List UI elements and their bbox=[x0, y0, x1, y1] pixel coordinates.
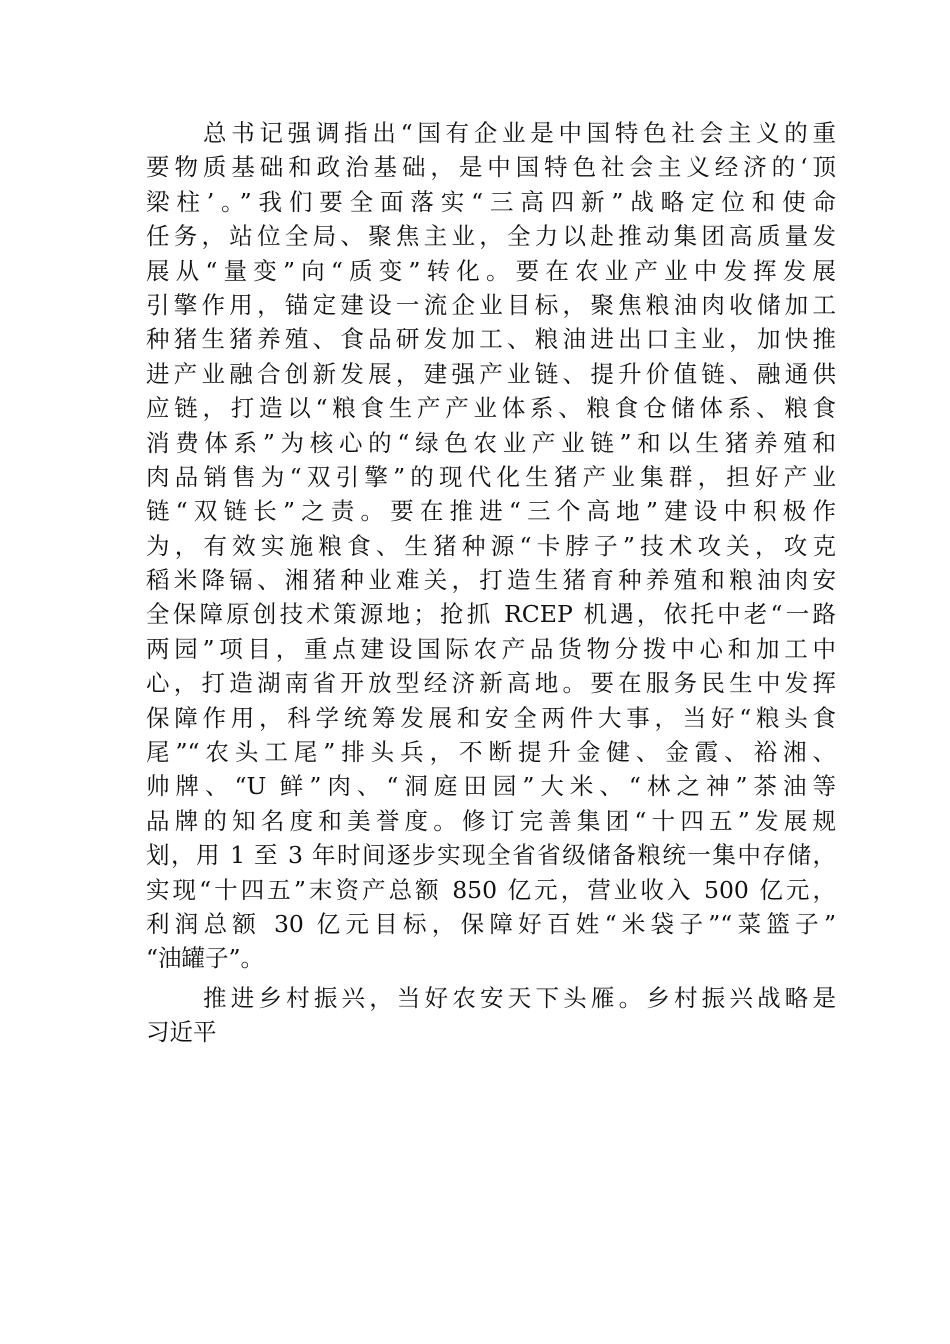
text-line: 品牌的知名度和美誉度。修订完善集团“十四五”发展规 bbox=[146, 806, 836, 835]
text-line: 肉品销售为“双引擎”的现代化生猪产业集群，担好产业 bbox=[146, 462, 836, 491]
text-line: 两园”项目，重点建设国际农产品货物分拨中心和加工中 bbox=[146, 634, 836, 663]
document-body bbox=[146, 116, 836, 1050]
text-line: 尾”“农头工尾”排头兵，不断提升金健、金霞、裕湘、 bbox=[146, 738, 836, 767]
text-line: 全保障原创技术策源地；抢抓 RCEP 机遇，依托中老“一路 bbox=[146, 600, 836, 629]
text-line: 消费体系”为核心的“绿色农业产业链”和以生猪养殖和 bbox=[146, 428, 836, 457]
text-line: 帅牌、“U 鲜”肉、“洞庭田园”大米、“林之神”茶油等 bbox=[146, 772, 836, 801]
text-line: 引擎作用，锚定建设一流企业目标，聚焦粮油肉收储加工 bbox=[146, 290, 836, 319]
text-line: 划，用 1 至 3 年时间逐步实现全省省级储备粮统一集中存储， bbox=[146, 841, 836, 870]
text-line: 应链，打造以“粮食生产产业体系、粮食仓储体系、粮食 bbox=[146, 394, 836, 423]
text-line: 心，打造湖南省开放型经济新高地。要在服务民生中发挥 bbox=[146, 669, 836, 698]
text-line: 总书记强调指出“国有企业是中国特色社会主义的重 bbox=[203, 119, 836, 147]
text-line: 稻米降镉、湘猪种业难关，打造生猪育种养殖和粮油肉安 bbox=[146, 566, 836, 595]
text-line: 链“双链长”之责。要在推进“三个高地”建设中积极作 bbox=[146, 497, 836, 526]
text-line: 要物质基础和政治基础，是中国特色社会主义经济的‘顶 bbox=[146, 153, 836, 182]
text-line: 展从“量变”向“质变”转化。要在农业产业中发挥发展 bbox=[146, 256, 836, 285]
text-line: “油罐子”。 bbox=[146, 944, 265, 973]
text-line: 为，有效实施粮食、生猪种源“卡脖子”技术攻关，攻克 bbox=[146, 531, 836, 560]
text-line: 习近平 bbox=[146, 1018, 217, 1047]
text-line: 种猪生猪养殖、食品研发加工、粮油进出口主业，加快推 bbox=[146, 325, 836, 354]
text-line: 进产业融合创新发展，建强产业链、提升价值链、融通供 bbox=[146, 359, 836, 388]
text-line: 推进乡村振兴，当好农安天下头雁。乡村振兴战略是 bbox=[203, 983, 836, 1012]
paragraph-2 bbox=[146, 981, 836, 1050]
text-line: 利润总额 30 亿元目标，保障好百姓“米袋子”“菜篮子” bbox=[146, 909, 836, 938]
text-line: 实现“十四五”末资产总额 850 亿元，营业收入 500 亿元， bbox=[146, 875, 836, 904]
text-line: 保障作用，科学统筹发展和安全两件大事，当好“粮头食 bbox=[146, 703, 836, 732]
paragraph-1 bbox=[146, 116, 836, 976]
text-line: 梁柱’。”我们要全面落实“三高四新”战略定位和使命 bbox=[146, 187, 836, 216]
text-line: 任务，站位全局、聚焦主业，全力以赴推动集团高质量发 bbox=[146, 222, 836, 251]
